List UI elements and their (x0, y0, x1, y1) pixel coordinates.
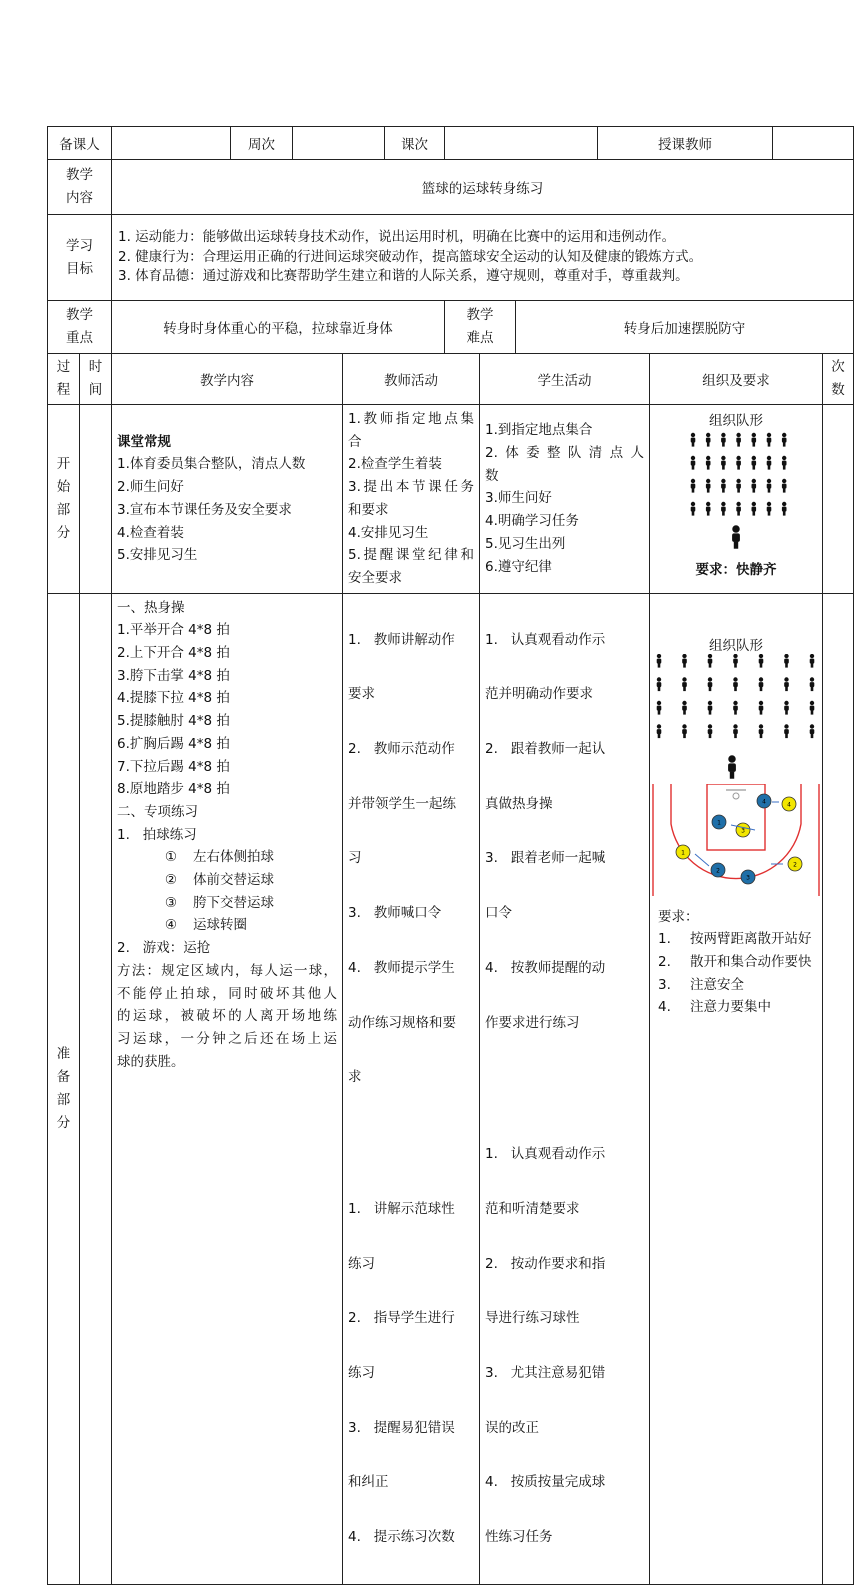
teacher-line: 3. 提醒易犯错误 (348, 1419, 455, 1436)
student-line: 误的改正 (485, 1419, 539, 1436)
req-num: 1. (658, 931, 671, 948)
preparer-value[interactable] (112, 127, 231, 160)
student-line: 范并明确动作要求 (485, 686, 593, 703)
student-figure (691, 433, 696, 447)
prep-section-row (48, 593, 854, 1584)
teacher-line: 2. 教师示范动作 (348, 741, 455, 758)
student-line: 2.体委整队清点人 (485, 445, 645, 462)
warmup-item: 1.平举开合 4*8 拍 (117, 622, 230, 639)
player-number: 2 (793, 861, 797, 869)
start-count (823, 405, 854, 594)
student-figure (810, 654, 815, 668)
start-time (80, 405, 112, 594)
col-count (823, 354, 854, 405)
student-line: 作要求进行练习 (485, 1014, 580, 1031)
student-figure (657, 654, 662, 668)
teacher-line: 练习 (348, 1365, 375, 1382)
student-figure (810, 724, 815, 738)
req-text: 注意安全 (690, 976, 745, 993)
student-line: 1. 认真观看动作示 (485, 1146, 606, 1163)
drill-item (117, 914, 337, 937)
warmup-item: 8.原地踏步 4*8 拍 (117, 781, 230, 798)
key-points-row (48, 301, 854, 354)
objectives-label (48, 215, 112, 301)
student-line: 范和听清楚要求 (485, 1200, 580, 1217)
student-figure (784, 700, 789, 714)
col-time-text: 时间 (88, 359, 103, 398)
student-figure (657, 724, 662, 738)
student-figure (682, 700, 687, 714)
drill-title: 1. 拍球练习 (117, 826, 197, 843)
objective-item: 3. 体育品德：通过游戏和比赛帮助学生建立和谐的人际关系，遵守规则，尊重对手，尊重裁判。 (118, 268, 689, 285)
teacher-line: 和要求 (348, 501, 389, 518)
difficulty-label-text: 教学难点 (466, 307, 494, 346)
student-line: 真做热身操 (485, 795, 553, 812)
student-line: 1.到指定地点集合 (485, 422, 593, 439)
start-content (112, 405, 343, 594)
warmup-item: 3.胯下击掌 4*8 拍 (117, 667, 230, 684)
player-number: 4 (762, 798, 766, 806)
player-number: 1 (717, 819, 721, 827)
key-point-label (48, 301, 112, 354)
col-content: 教学内容 (112, 354, 343, 405)
warmup-item: 7.下拉后踢 4*8 拍 (117, 758, 230, 775)
start-section-row (48, 405, 854, 594)
warmup-item: 4.提膝下拉 4*8 拍 (117, 690, 230, 707)
drill-item (117, 846, 337, 869)
drill-num: ② (164, 872, 177, 889)
req-title: 要求： (658, 908, 699, 925)
student-figure (759, 677, 764, 691)
student-figure (810, 700, 815, 714)
student-figure (708, 677, 713, 691)
lesson-plan-table (47, 126, 854, 1585)
student-line: 性练习任务 (485, 1529, 553, 1546)
week-value[interactable] (293, 127, 385, 160)
warmup-item: 6.扩胸后踢 4*8 拍 (117, 735, 230, 752)
teacher-line: 动作练习规格和要 (348, 1014, 456, 1031)
player-marker (712, 815, 726, 829)
prep-phase-label (48, 593, 80, 1584)
student-figure (767, 502, 772, 516)
student-figure (733, 677, 738, 691)
student-figure (736, 433, 741, 447)
objective-item: 2. 健康行为：合理运用正确的行进间运球突破动作，提高篮球安全运动的认知及健康的锻炼方式。 (118, 248, 703, 265)
student-line: 导进行练习球性 (485, 1310, 580, 1327)
student-line: 口令 (485, 905, 512, 922)
drill-num: ③ (164, 894, 177, 911)
student-figure (691, 479, 696, 493)
difficulty-label (445, 301, 516, 354)
student-figure (657, 700, 662, 714)
req-item (658, 928, 822, 951)
teacher-label: 授课教师 (598, 127, 773, 160)
req-num: 4. (658, 999, 671, 1016)
student-figure (708, 700, 713, 714)
player-marker (711, 863, 725, 877)
student-line: 4.明确学习任务 (485, 513, 579, 530)
student-figure (706, 456, 711, 470)
court-diagram (651, 784, 821, 896)
col-organization: 组织及要求 (650, 354, 823, 405)
prep-phase-text: 准备部分 (56, 1045, 71, 1131)
player-marker (741, 870, 755, 884)
week-label: 周次 (231, 127, 293, 160)
routine-title: 课堂常规 (117, 433, 171, 450)
teacher-line: 和纠正 (348, 1474, 389, 1491)
student-figure (736, 502, 741, 516)
prep-time (80, 593, 112, 1584)
drill-item (117, 869, 337, 892)
objectives-label-text: 学习目标 (66, 237, 93, 277)
student-figure (682, 654, 687, 668)
difficulty-value: 转身后加速摆脱防守 (516, 301, 854, 354)
student-line: 3. 尤其注意易犯错 (485, 1365, 606, 1382)
player-number: 2 (716, 867, 720, 875)
student-figure (759, 654, 764, 668)
prep-student (480, 593, 650, 1584)
hoop (733, 793, 739, 799)
student-figure (691, 502, 696, 516)
req-text: 散开和集合动作要快 (690, 954, 812, 971)
student-line: 6.遵守纪律 (485, 558, 552, 575)
student-figure (759, 700, 764, 714)
student-figure (721, 456, 726, 470)
teacher-line: 1. 教师讲解动作 (348, 631, 455, 648)
student-line: 5.见习生出列 (485, 535, 566, 552)
student-figure (767, 433, 772, 447)
req-num: 2. (658, 954, 671, 971)
teacher-line: 合 (348, 433, 362, 450)
student-figure (784, 677, 789, 691)
student-figure (721, 479, 726, 493)
col-phase (48, 354, 80, 405)
drill-item (117, 892, 337, 915)
start-student (480, 405, 650, 594)
drill-num: ④ (164, 917, 177, 934)
player-marker (676, 845, 690, 859)
lesson-label: 课次 (385, 127, 445, 160)
teacher-line: 2.检查学生着装 (348, 456, 442, 473)
routine-item: 4.检查着装 (117, 524, 184, 541)
student-figure (736, 479, 741, 493)
req-text: 按两臂距离散开站好 (690, 931, 812, 948)
student-figure (706, 502, 711, 516)
student-figure (691, 456, 696, 470)
routine-item: 2.师生问好 (117, 479, 184, 496)
student-line: 4. 按教师提醒的动 (485, 959, 606, 976)
player-number: 3 (741, 827, 745, 835)
student-figure (782, 433, 787, 447)
student-figure (721, 502, 726, 516)
start-teacher (343, 405, 480, 594)
routine-item: 3.宣布本节课任务及安全要求 (117, 501, 292, 518)
req-num: 3. (658, 976, 671, 993)
teacher-line: 2. 指导学生进行 (348, 1310, 455, 1327)
teacher-line: 并带领学生一起练 (348, 795, 456, 812)
teacher-line: 1. 讲解示范球性 (348, 1200, 455, 1217)
game-title: 2. 游戏：运抢 (117, 940, 211, 957)
method-line: 球的获胜。 (117, 1053, 185, 1070)
player-marker (782, 797, 796, 811)
player-number: 1 (681, 849, 685, 857)
teacher-line: 4. 教师提示学生 (348, 959, 455, 976)
start-organization (650, 405, 823, 594)
objectives-row (48, 215, 854, 301)
objectives-list (112, 215, 854, 301)
method-line: 的运球，被破坏的人离开场地练 (117, 1008, 337, 1025)
student-figure (752, 456, 757, 470)
student-figure (752, 479, 757, 493)
content-label-text: 教学内容 (66, 167, 93, 206)
method-line: 方法：规定区域内，每人运一球， (117, 962, 337, 979)
start-phase-label (48, 405, 80, 594)
key-point-value: 转身时身体重心的平稳，拉球靠近身体 (112, 301, 445, 354)
col-student: 学生活动 (480, 354, 650, 405)
player-number: 4 (787, 801, 791, 809)
method-line: 习运球，一分钟之后还在场上运 (117, 1030, 337, 1047)
student-figure (810, 677, 815, 691)
teacher-figure (728, 755, 736, 778)
warmup-item: 5.提膝触肘 4*8 拍 (117, 713, 230, 730)
col-count-text: 次数 (831, 359, 845, 398)
warmup-title: 一、热身操 (117, 599, 185, 616)
teacher-line: 3.提出本节课任务 (348, 479, 474, 496)
req-item (658, 951, 822, 974)
content-value: 篮球的运球转身练习 (112, 160, 854, 215)
student-figure (782, 502, 787, 516)
student-figure (706, 433, 711, 447)
student-figure (733, 700, 738, 714)
student-figure (782, 479, 787, 493)
teacher-line: 4.安排见习生 (348, 524, 429, 541)
student-figure (767, 456, 772, 470)
prep-organization (650, 593, 823, 1584)
movement-arrow (695, 854, 709, 866)
lesson-value[interactable] (445, 127, 598, 160)
drill-text: 胯下交替运球 (193, 894, 274, 911)
student-figure (767, 479, 772, 493)
objective-item: 1. 运动能力：能够做出运球转身技术动作，说出运用时机，明确在比赛中的运用和违例动作。 (118, 229, 676, 246)
col-teacher: 教师活动 (343, 354, 480, 405)
prep-teacher (343, 593, 480, 1584)
teacher-line: 1.教师指定地点集 (348, 411, 474, 427)
teacher-line: 求 (348, 1069, 362, 1086)
warmup-item: 2.上下开合 4*8 拍 (117, 645, 230, 662)
teacher-line: 安全要求 (348, 569, 402, 586)
teacher-value[interactable] (773, 127, 854, 160)
player-number: 3 (746, 874, 750, 882)
teacher-figure (732, 525, 740, 548)
student-figure (706, 479, 711, 493)
special-title: 二、专项练习 (117, 803, 198, 820)
formation-diagram (681, 429, 791, 554)
drill-num: ① (164, 849, 177, 866)
drill-text: 体前交替运球 (193, 872, 274, 889)
student-figure (759, 724, 764, 738)
start-phase-text: 开始部分 (56, 455, 71, 541)
student-figure (736, 456, 741, 470)
student-figure (782, 456, 787, 470)
student-line: 2. 按动作要求和指 (485, 1255, 606, 1272)
key-point-label-text: 教学重点 (66, 307, 93, 346)
routine-item: 5.安排见习生 (117, 547, 198, 564)
student-figure (784, 654, 789, 668)
preparer-label: 备课人 (48, 127, 112, 160)
student-figure (682, 677, 687, 691)
prep-count (823, 593, 854, 1584)
col-phase-text: 过程 (56, 359, 71, 398)
teacher-line: 5.提醒课堂纪律和 (348, 547, 474, 564)
header-row (48, 127, 854, 160)
org-requirement: 要求：快静齐 (695, 562, 777, 578)
student-figure (784, 724, 789, 738)
student-figure (733, 654, 738, 668)
teacher-line: 练习 (348, 1255, 375, 1272)
prep-content (112, 593, 343, 1584)
drill-text: 运球转圈 (193, 917, 247, 934)
teacher-line: 4. 提示练习次数 (348, 1529, 455, 1546)
student-figure (682, 724, 687, 738)
req-item (658, 996, 822, 1019)
teacher-line: 要求 (348, 686, 375, 703)
student-figure (733, 724, 738, 738)
col-time (80, 354, 112, 405)
player-marker (788, 857, 802, 871)
teacher-line: 习 (348, 850, 362, 867)
student-figure (708, 724, 713, 738)
org-title: 组织队形 (709, 637, 764, 654)
student-figure (752, 433, 757, 447)
org-title: 组织队形 (709, 413, 764, 429)
method-line: 不能停止拍球，同时破坏其他人 (117, 985, 337, 1002)
student-figure (721, 433, 726, 447)
player-marker (736, 823, 750, 837)
routine-item: 1.体育委员集合整队，清点人数 (117, 456, 306, 473)
student-line: 3. 跟着老师一起喊 (485, 850, 606, 867)
req-item (658, 974, 822, 997)
player-marker (757, 794, 771, 808)
student-figure (752, 502, 757, 516)
formation-diagram (650, 654, 822, 784)
student-line: 1. 认真观看动作示 (485, 631, 606, 648)
student-line: 2. 跟着教师一起认 (485, 741, 606, 758)
content-label (48, 160, 112, 215)
content-row (48, 160, 854, 215)
student-figure (708, 654, 713, 668)
student-figure (657, 677, 662, 691)
student-line: 数 (485, 467, 499, 484)
student-line: 3.师生问好 (485, 490, 552, 507)
req-text: 注意力要集中 (690, 999, 772, 1016)
student-line: 4. 按质按量完成球 (485, 1474, 606, 1491)
column-header-row (48, 354, 854, 405)
drill-text: 左右体侧拍球 (193, 849, 274, 866)
teacher-line: 3. 教师喊口令 (348, 905, 442, 922)
